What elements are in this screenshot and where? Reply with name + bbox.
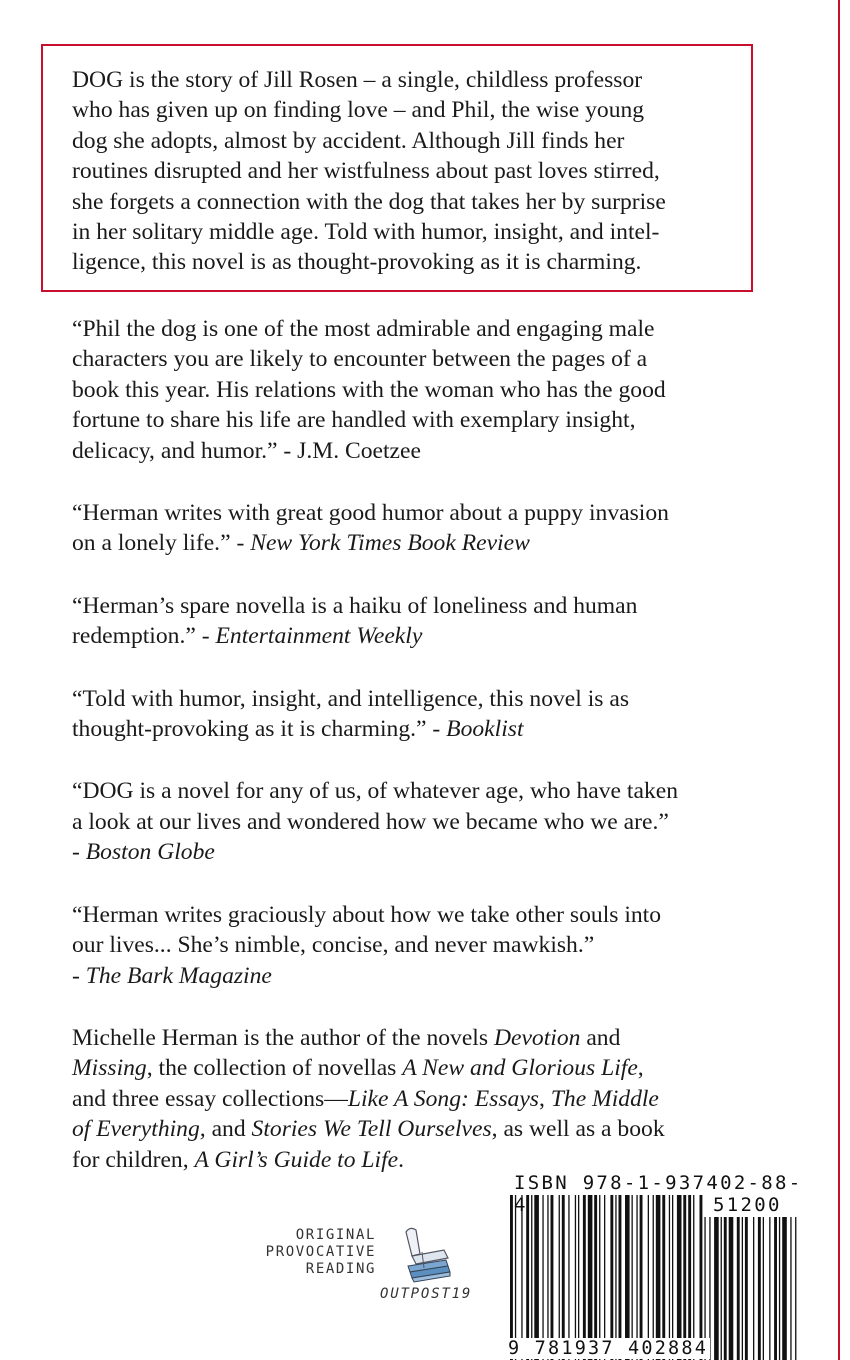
tagline-line: PROVOCATIVE (265, 1244, 376, 1260)
blurb-bark (72, 900, 724, 991)
bio-text: , as well as a book (491, 1116, 665, 1143)
blurb-boston-globe (72, 776, 724, 867)
bio-text: and three essay collections— (72, 1085, 348, 1112)
synopsis-line: routines disrupted and her wistfulness about past loves stirred, (72, 158, 660, 185)
blurb-line: thought-provoking as it is charming.” - (72, 716, 447, 743)
bio-title: of Everything, (72, 1116, 206, 1143)
isbn-number: ISBN 978-1-937402-88-4 (514, 1172, 803, 1216)
author-bio (72, 1023, 724, 1175)
blurb-source: The Bark Magazine (85, 962, 272, 989)
review-blurbs (72, 314, 724, 1175)
synopsis-text (72, 65, 721, 278)
synopsis-line: dog she adopts, almost by accident. Although Jill finds her (72, 127, 625, 154)
publisher-name: OUTPOST19 (380, 1286, 473, 1302)
bio-title: A Girl’s Guide to Life (194, 1146, 399, 1173)
blurb-line: delicacy, and humor.” - J.M. Coetzee (72, 437, 421, 464)
bio-title: A New and Glorious Life (402, 1055, 638, 1082)
blurb-line: “Told with humor, insight, and intelligence, this novel is as (72, 685, 630, 712)
price-code: 51200 (713, 1194, 782, 1216)
blurb-line: redemption.” - (72, 623, 216, 650)
blurb-line: characters you are likely to encounter between the pages of a (72, 346, 648, 373)
blurb-coetzee (72, 314, 724, 466)
blurb-line: fortune to share his life are handled with exemplary insight, (72, 407, 636, 434)
bio-text: and (580, 1024, 621, 1051)
blurb-line: “Herman writes graciously about how we take other souls into (72, 901, 662, 928)
blurb-source: New York Times Book Review (250, 530, 530, 557)
ean-digits: 9 781937 402884 (508, 1338, 709, 1359)
bio-title: Like A Song: Essays (347, 1085, 539, 1112)
blurb-nytbr (72, 498, 724, 559)
blurb-line: our lives... She’s nimble, concise, and never mawkish.” (72, 932, 595, 959)
isbn-barcode (498, 1167, 805, 1360)
spine-edge-line (838, 0, 840, 1360)
blurb-booklist (72, 684, 724, 745)
bio-text: Michelle Herman is the author of the novels (72, 1024, 494, 1051)
bio-text: , the collection of novellas (146, 1055, 403, 1082)
blurb-line: on a lonely life.” - (72, 530, 251, 557)
bio-text: , (538, 1085, 551, 1112)
blurb-line: “Phil the dog is one of the most admirable and engaging male (72, 316, 655, 342)
blurb-source: Booklist (446, 716, 524, 743)
blurb-source: Boston Globe (85, 839, 215, 866)
synopsis-line: who has given up on finding love – and Phil, the wise young (72, 97, 645, 124)
publisher-logo (250, 1224, 490, 1304)
bio-text: for children, (72, 1146, 195, 1173)
synopsis-box (41, 44, 753, 292)
synopsis-line: in her solitary middle age. Told with humor, insight, and intel- (72, 219, 660, 246)
publisher-tagline (266, 1227, 376, 1278)
blurb-line: a look at our lives and wondered how we became who we are.” (72, 808, 669, 835)
blurb-line: - (72, 962, 86, 989)
synopsis-line: DOG is the story of Jill Rosen – a single, childless professor (72, 67, 643, 93)
blurb-line: “Herman writes with great good humor about a puppy invasion (72, 500, 669, 527)
tagline-line: READING (305, 1261, 376, 1277)
blurb-line: “Herman’s spare novella is a haiku of loneliness and human (72, 592, 638, 619)
blurb-source: Entertainment Weekly (215, 623, 423, 650)
bio-title: Stories We Tell Ourselves (251, 1116, 492, 1143)
bio-text: . (398, 1146, 405, 1173)
bio-text: and (205, 1116, 252, 1143)
blurb-line: book this year. His relations with the woman who has the good (72, 376, 666, 403)
bio-title: The Middle (550, 1085, 659, 1112)
bio-text: , (637, 1055, 644, 1082)
blurb-line: - (72, 839, 86, 866)
synopsis-line: she forgets a connection with the dog that takes her by surprise (72, 188, 666, 215)
bio-title: Devotion (493, 1024, 581, 1051)
blurb-line: “DOG is a novel for any of us, of whatever age, who have taken (72, 778, 679, 805)
bio-title: Missing (72, 1055, 147, 1082)
tagline-line: ORIGINAL (295, 1227, 376, 1243)
synopsis-line: ligence, this novel is as thought-provoking as it is charming. (72, 249, 642, 276)
blurb-ew (72, 591, 724, 652)
chair-and-books-icon (396, 1224, 460, 1284)
